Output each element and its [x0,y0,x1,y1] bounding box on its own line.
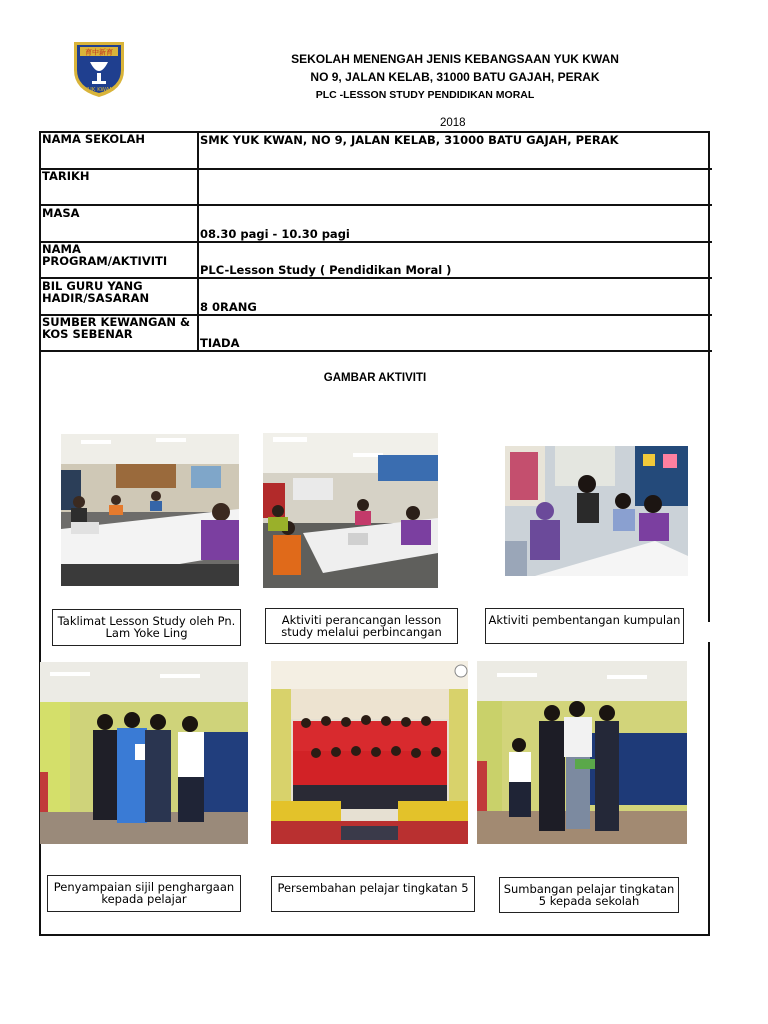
planning-discussion-photo [263,433,438,588]
school-crest-logo [72,40,126,98]
row-divider [39,204,712,206]
school-address-heading: NO 9, JALAN KELAB, 31000 BATU GAJAH, PERAK [310,70,600,84]
year-label: 2018 [440,117,466,129]
program-heading: PLC -LESSON STUDY PENDIDIKAN MORAL [315,89,535,101]
value-bil-guru: 8 0RANG [200,300,257,314]
student-performance-photo [271,661,468,844]
value-masa: 08.30 pagi - 10.30 pagi [200,227,350,241]
label-bil-guru: BIL GURU YANG HADIR/SASARAN [42,279,150,305]
label-nama-program: NAMA PROGRAM/AKTIVITI [42,242,168,268]
caption-briefing: Taklimat Lesson Study oleh Pn. Lam Yoke Ling [52,609,241,646]
school-name-heading: SEKOLAH MENENGAH JENIS KEBANGSAAN YUK KWAN [291,52,619,66]
student-donation-photo [477,661,687,844]
label-tarikh: TARIKH [42,169,90,183]
caption-presentation: Aktiviti pembentangan kumpulan [485,608,684,644]
certificate-presentation-photo [40,662,248,844]
frame-gap [706,622,714,642]
caption-planning: Aktiviti perancangan lesson study melalui perbincangan [265,608,458,644]
value-sumber-kewangan: TIADA [200,336,240,350]
svg-text:YUK KWAN: YUK KWAN [84,87,114,93]
group-presentation-photo [505,446,688,576]
svg-text:育中新育: 育中新育 [85,48,113,57]
caption-donation: Sumbangan pelajar tingkatan 5 kepada sekolah [499,877,679,913]
gallery-title: GAMBAR AKTIVITI [323,372,427,384]
row-divider [39,350,712,352]
value-nama-program: PLC-Lesson Study ( Pendidikan Moral ) [200,263,452,277]
caption-performance: Persembahan pelajar tingkatan 5 [271,876,475,912]
value-nama-sekolah: SMK YUK KWAN, NO 9, JALAN KELAB, 31000 BATU GAJAH, PERAK [200,133,619,147]
label-masa: MASA [42,206,80,220]
label-sumber-kewangan: SUMBER KEWANGAN & KOS SEBENAR [42,315,191,341]
caption-certificate: Penyampaian sijil penghargaan kepada pelajar [47,875,241,912]
label-nama-sekolah: NAMA SEKOLAH [42,132,146,146]
briefing-photo [61,434,239,586]
